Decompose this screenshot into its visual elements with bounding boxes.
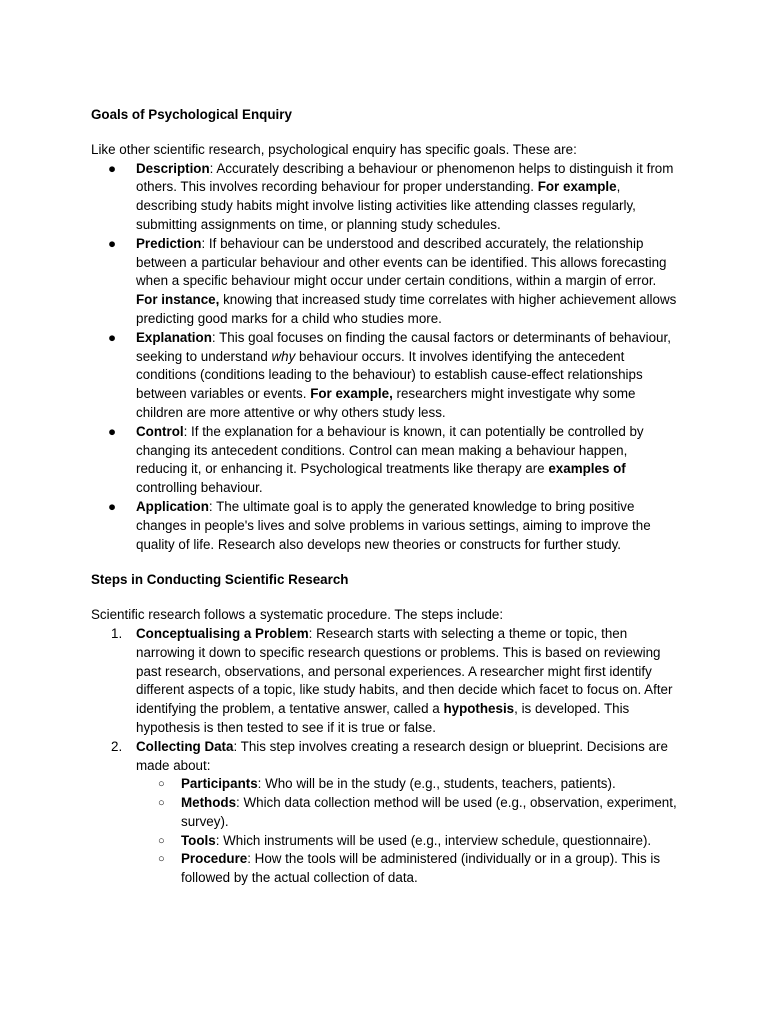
step-number: 1. — [111, 625, 123, 641]
sub-list — [136, 775, 681, 888]
bullet-marker: ● — [108, 498, 117, 514]
item-emphasis: hypothesis — [443, 701, 515, 717]
step-number: 2. — [111, 738, 123, 754]
item-text: , is developed. This hypothesis is then tested to see if it is true or false. — [136, 701, 630, 735]
circle-bullet-marker: ○ — [158, 797, 165, 810]
circle-bullet-marker: ○ — [158, 778, 165, 791]
sub-item-methods — [136, 794, 681, 832]
item-emphasis: For instance, — [136, 292, 220, 308]
item-term: Control — [136, 423, 184, 439]
section-heading-steps: Steps in Conducting Scientific Research — [91, 572, 349, 588]
item-text: : The ultimate goal is to apply the generated knowledge to bring positive changes in people's lives and solve problems in various settings, aiming to improve the quality of life. Research also develops new theories or constructs for further study. — [136, 498, 651, 552]
sub-item-tools — [136, 832, 681, 851]
item-term: Conceptualising a Problem — [136, 625, 309, 641]
item-text: , describing study habits might involve listing activities like attending classes regularly, submitting assignments on time, or planning study schedules. — [136, 179, 636, 232]
item-text: researchers might investigate why some children are more attentive or why others study less. — [136, 386, 636, 420]
item-term: Description — [136, 160, 210, 176]
item-term: Application — [136, 498, 209, 514]
steps-list — [91, 625, 681, 888]
item-term: Explanation — [136, 329, 212, 345]
circle-bullet-marker: ○ — [158, 853, 165, 866]
item-text: : This step involves creating a research design or blueprint. Decisions are made about: — [136, 738, 668, 773]
sub-term: Tools — [181, 832, 216, 848]
sub-item-participants — [136, 775, 681, 794]
bullet-marker: ● — [108, 329, 117, 345]
item-emphasis: examples of — [548, 461, 626, 477]
item-term: Prediction — [136, 235, 202, 251]
document-body — [91, 106, 681, 888]
sub-term: Methods — [181, 795, 237, 811]
goals-intro: Like other scientific research, psychological enquiry has specific goals. These are: — [91, 141, 577, 157]
item-text: : If behaviour can be understood and described accurately, the relationship between a particular behaviour and other events can be identified. This allows forecasting when a specific behaviour might occur under certain conditions, within a margin of error. — [136, 235, 667, 289]
item-text: : Research starts with selecting a theme or topic, then narrowing it down to specific research questions or problems. This is based on reviewing past research, observations, and personal experiences. A researcher might first identify different aspects of a topic, like study habits, and then decide which facet to focus on. After identifying the problem, a tentative answer, called a — [136, 625, 673, 717]
item-emphasis: For example — [537, 179, 617, 195]
list-item-control — [91, 423, 681, 498]
goals-list — [91, 160, 681, 555]
bullet-marker: ● — [108, 160, 117, 176]
item-italic: why — [271, 348, 296, 364]
item-term: Collecting Data — [136, 738, 234, 754]
sub-text: : How the tools will be administered (individually or in a group). This is followed by the actual collection of data. — [181, 851, 661, 886]
item-text: : If the explanation for a behaviour is known, it can potentially be controlled by changing its antecedent conditions. Control can mean making a behaviour happen, reducing it, or enhancing it. Psychological treatments like therapy are — [136, 423, 644, 477]
list-item-prediction — [91, 235, 681, 329]
item-text: behaviour occurs. It involves identifying the antecedent conditions (conditions leading to the behaviour) to establish cause-effect relationships between variables or events. — [136, 348, 643, 402]
list-item-conceptualising — [91, 625, 681, 738]
bullet-marker: ● — [108, 235, 117, 251]
bullet-marker: ● — [108, 423, 117, 439]
sub-term: Procedure — [181, 851, 248, 867]
item-text: : This goal focuses on finding the causal factors or determinants of behaviour, seeking to understand — [136, 329, 671, 364]
item-text: controlling behaviour. — [136, 480, 263, 496]
sub-term: Participants — [181, 776, 258, 792]
item-emphasis: For example, — [310, 386, 393, 402]
list-item-application — [91, 498, 681, 554]
sub-text: : Which instruments will be used (e.g., interview schedule, questionnaire). — [215, 832, 652, 848]
list-item-collecting-data — [91, 738, 681, 888]
circle-bullet-marker: ○ — [158, 834, 165, 847]
sub-item-procedure — [136, 850, 681, 888]
item-text: : Accurately describing a behaviour or phenomenon helps to distinguish it from others. This involves recording behaviour for proper understanding. — [136, 160, 674, 195]
item-text: knowing that increased study time correlates with higher achievement allows predicting good marks for a child who studies more. — [136, 292, 677, 326]
list-item-description — [91, 160, 681, 235]
sub-text: : Who will be in the study (e.g., students, teachers, patients). — [257, 776, 616, 792]
sub-text: : Which data collection method will be used (e.g., observation, experiment, survey). — [181, 795, 677, 829]
list-item-explanation — [91, 329, 681, 423]
steps-intro: Scientific research follows a systematic procedure. The steps include: — [91, 607, 504, 623]
section-heading-goals: Goals of Psychological Enquiry — [91, 107, 292, 122]
